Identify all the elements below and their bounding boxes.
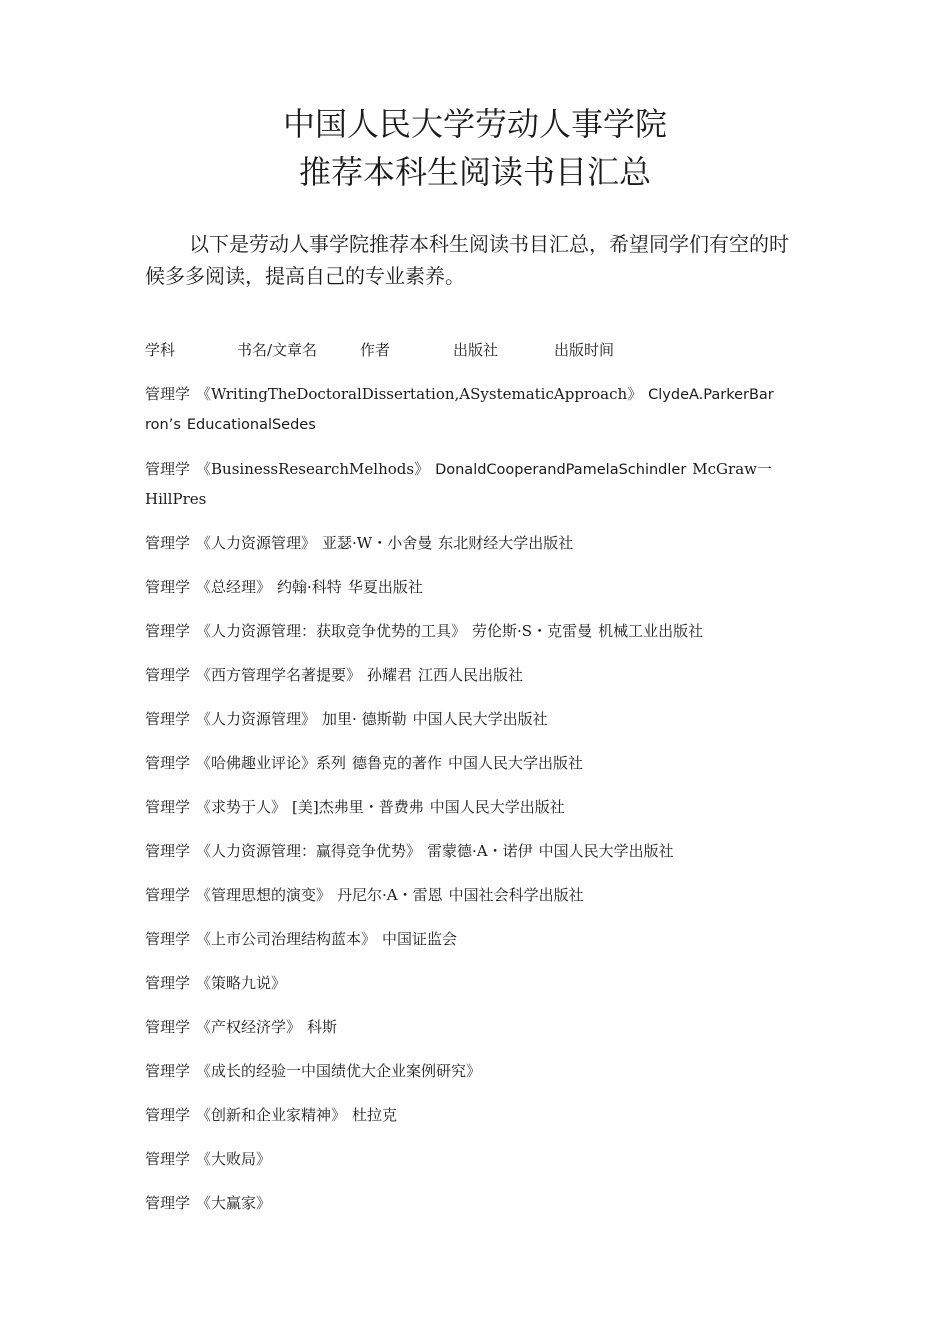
row-publisher: 东北财经大学出版社 <box>438 534 574 552</box>
row-author: [美]杰弗里・普费弗 <box>292 798 424 816</box>
row-publisher: McGraw一HillPres <box>145 460 772 508</box>
table-row <box>145 1189 775 1218</box>
table-row <box>145 455 775 514</box>
row-subject: 管理学 <box>145 974 191 992</box>
row-author: 杜拉克 <box>352 1106 398 1124</box>
row-author: DonaldCooperandPamelaSchindler <box>435 462 687 478</box>
row-publisher: EducationalSedes <box>186 417 316 433</box>
table-row <box>145 1101 775 1130</box>
row-publisher: 机械工业出版社 <box>598 622 704 640</box>
row-publisher: 中国人民大学出版社 <box>429 798 565 816</box>
row-publisher: 中国社会科学出版社 <box>448 886 584 904</box>
row-title: 《人力资源管理》 <box>196 534 317 552</box>
title-line-1: 中国人民大学劳动人事学院 <box>282 105 667 143</box>
table-row <box>145 925 775 954</box>
row-subject: 管理学 <box>145 798 191 816</box>
table-row <box>145 969 775 998</box>
row-author: 德鲁克的著作 <box>352 754 443 772</box>
row-author: 丹尼尔·A・雷恩 <box>337 886 443 904</box>
table-row <box>145 1145 775 1174</box>
row-title: 《大败局》 <box>196 1150 272 1168</box>
row-title: 《人力资源管理》 <box>196 710 317 728</box>
table-row <box>145 573 775 602</box>
row-author: 中国证监会 <box>382 930 458 948</box>
table-row <box>145 529 775 558</box>
row-title: 《WritingTheDoctoralDissertation,ASystematicApproach》 <box>196 385 643 403</box>
row-subject: 管理学 <box>145 534 191 552</box>
header-pub-date: 出版时间 <box>554 341 615 359</box>
header-author: 作者 <box>360 341 391 359</box>
table-row <box>145 380 775 440</box>
table-row <box>145 661 775 690</box>
row-title: 《求势于人》 <box>196 798 287 816</box>
row-subject: 管理学 <box>145 666 191 684</box>
row-subject: 管理学 <box>145 385 191 403</box>
row-title: 《上市公司治理结构蓝本》 <box>196 930 377 948</box>
row-title: 《哈佛趣业评论》系列 <box>196 754 347 772</box>
row-subject: 管理学 <box>145 710 191 728</box>
row-title: 《总经理》 <box>196 578 272 596</box>
row-subject: 管理学 <box>145 1150 191 1168</box>
row-subject: 管理学 <box>145 886 191 904</box>
table-row <box>145 705 775 734</box>
row-author: 雷蒙德·A・诺伊 <box>427 842 533 860</box>
row-author: 约翰·科特 <box>277 578 342 596</box>
row-title: 《大赢家》 <box>196 1194 272 1212</box>
page-title <box>0 100 950 196</box>
row-author: ClydeA.ParkerBarron’s <box>145 387 774 433</box>
row-subject: 管理学 <box>145 1194 191 1212</box>
row-author: 亚瑟·W・小舍曼 <box>322 534 433 552</box>
row-title: 《产权经济学》 <box>196 1018 302 1036</box>
row-subject: 管理学 <box>145 754 191 772</box>
row-title: 《西方管理学名著提要》 <box>196 666 362 684</box>
table-row <box>145 1057 775 1086</box>
row-title: 《创新和企业家精神》 <box>196 1106 347 1124</box>
table-row <box>145 881 775 910</box>
row-author: 劳伦斯·S・克雷曼 <box>472 622 593 640</box>
table-header <box>145 338 805 362</box>
header-publisher: 出版社 <box>453 341 499 359</box>
row-author: 加里· 德斯勒 <box>322 710 407 728</box>
row-subject: 管理学 <box>145 842 191 860</box>
book-list <box>145 380 775 1233</box>
row-title: 《管理思想的演变》 <box>196 886 332 904</box>
row-publisher: 中国人民大学出版社 <box>538 842 674 860</box>
row-publisher: 中国人民大学出版社 <box>448 754 584 772</box>
row-subject: 管理学 <box>145 930 191 948</box>
row-publisher: 中国人民大学出版社 <box>412 710 548 728</box>
row-subject: 管理学 <box>145 1018 191 1036</box>
header-title: 书名/文章名 <box>237 341 318 359</box>
row-subject: 管理学 <box>145 1062 191 1080</box>
row-title: 《人力资源管理：获取竞争优势的工具》 <box>196 622 467 640</box>
table-row <box>145 617 775 646</box>
row-subject: 管理学 <box>145 578 191 596</box>
table-row <box>145 1013 775 1042</box>
row-title: 《成长的经验一中国绩优大企业案例研究》 <box>196 1062 482 1080</box>
row-author: 科斯 <box>307 1018 338 1036</box>
header-subject: 学科 <box>145 341 176 359</box>
table-row <box>145 749 775 778</box>
intro-paragraph: 以下是劳动人事学院推荐本科生阅读书目汇总，希望同学们有空的时候多多阅读，提高自己的专业素养。 <box>145 232 789 288</box>
row-title: 《BusinessResearchMelhods》 <box>196 460 430 478</box>
table-row <box>145 837 775 866</box>
row-subject: 管理学 <box>145 1106 191 1124</box>
table-row <box>145 793 775 822</box>
row-title: 《策略九说》 <box>196 974 287 992</box>
row-author: 孙耀君 <box>367 666 413 684</box>
row-subject: 管理学 <box>145 460 191 478</box>
row-publisher: 江西人民出版社 <box>418 666 524 684</box>
title-line-2: 推荐本科生阅读书目汇总 <box>298 153 651 191</box>
row-publisher: 华夏出版社 <box>347 578 423 596</box>
row-subject: 管理学 <box>145 622 191 640</box>
row-title: 《人力资源管理：赢得竞争优势》 <box>196 842 422 860</box>
